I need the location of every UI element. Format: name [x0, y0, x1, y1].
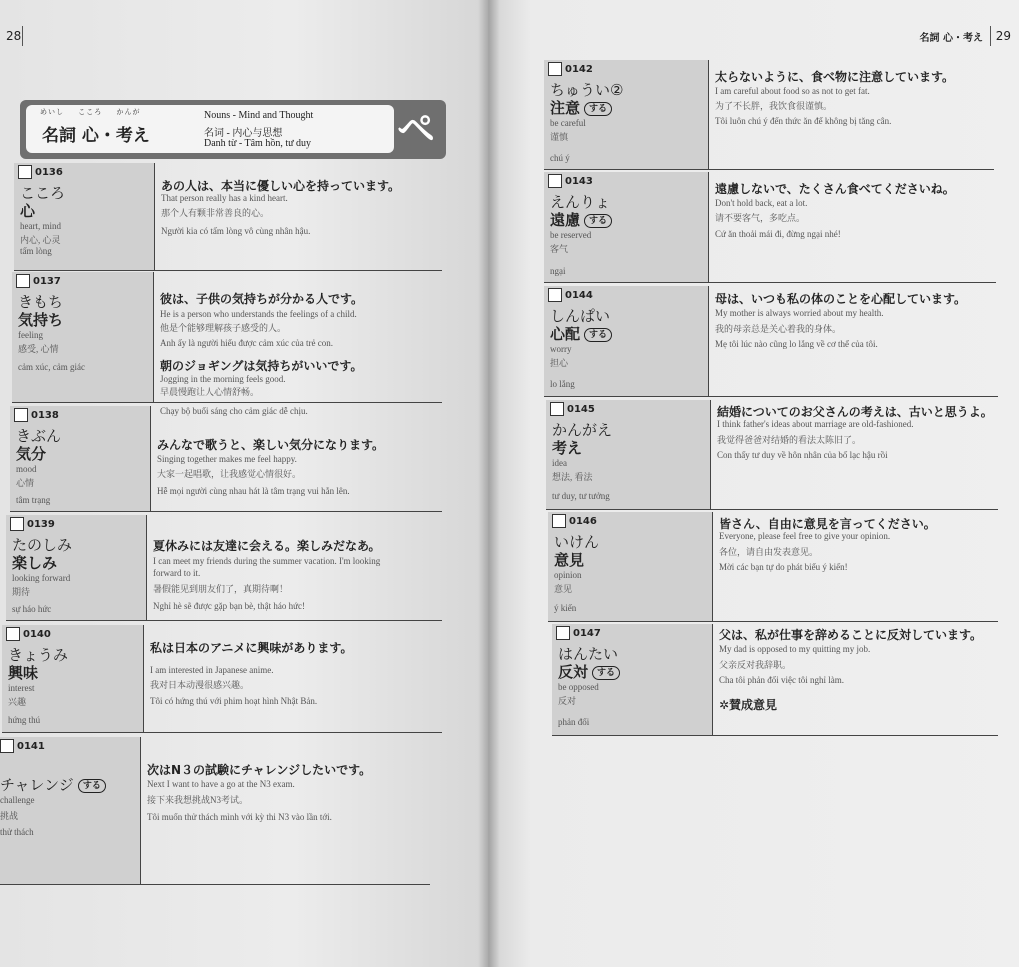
gloss-vi: sự háo hức — [12, 604, 52, 614]
gloss-zh: 意见 — [554, 584, 573, 594]
entry-number: 0140 — [23, 628, 51, 640]
example-en-continued: forward to it. — [153, 568, 201, 578]
gloss-vi: hứng thú — [8, 715, 41, 725]
example-zh: 我对日本动漫很感兴趣。 — [150, 680, 250, 690]
example-jp: 結婚についてのお父さんの考えは、古いと思うよ。 — [717, 405, 993, 419]
example-zh: 为了不长胖，我饮食很谨慎。 — [715, 101, 833, 111]
word-kanji: 意見 — [554, 551, 585, 569]
entry-number: 0137 — [33, 275, 61, 287]
gloss-en: opinion — [554, 570, 582, 580]
furigana: こころ — [78, 108, 103, 116]
example-en: He is a person who understands the feelings of a child. — [160, 309, 357, 319]
gloss-zh: 内心, 心灵 — [20, 235, 61, 245]
example-jp: 皆さん、自由に意見を言ってください。 — [719, 517, 936, 531]
study-checkbox[interactable] — [6, 627, 20, 641]
study-checkbox[interactable] — [548, 62, 562, 76]
page-number-left: 28 — [6, 29, 22, 43]
word-kanji: 興味 — [8, 664, 39, 682]
gloss-en: interest — [8, 683, 35, 693]
gloss-en: idea — [552, 458, 567, 468]
word-katakana: チャレンジ — [0, 776, 74, 794]
word-reading — [0, 774, 106, 795]
example-vi: Cứ ăn thoải mái đi, đừng ngại nhé! — [715, 229, 841, 239]
example-en: Everyone, please feel free to give your opinion. — [719, 531, 891, 541]
vocab-entry-0146 — [548, 512, 998, 622]
running-head: 名詞 心・考え — [919, 33, 983, 44]
word-reading: きょうみ — [8, 646, 69, 664]
vocab-entry-0138 — [10, 406, 442, 512]
study-checkbox[interactable] — [18, 165, 32, 179]
gloss-zh: 兴趣 — [8, 697, 27, 707]
example-en: I am interested in Japanese anime. — [150, 665, 274, 675]
entry-divider — [2, 732, 442, 733]
example-jp: あの人は、本当に優しい心を持っています。 — [161, 179, 401, 193]
entry-id — [6, 627, 51, 641]
study-checkbox[interactable] — [10, 517, 24, 531]
gloss-en: heart, mind — [20, 221, 61, 231]
entry-examples — [154, 272, 442, 416]
word-reading: たのしみ — [12, 536, 73, 554]
gloss-zh: 想法, 看法 — [552, 472, 593, 482]
word-reading: きぶん — [16, 427, 62, 445]
vocab-entry-0143 — [544, 172, 996, 283]
word-kanji — [550, 323, 612, 344]
word-reading: はんたい — [558, 645, 619, 663]
gloss-vi: lo lắng — [550, 379, 575, 389]
example-jp: 遠慮しないで、たくさん食べてくださいね。 — [715, 182, 955, 196]
word-reading: いけん — [554, 533, 600, 551]
word-kanji-text: 心配 — [550, 325, 581, 343]
suru-verb-badge: する — [584, 214, 612, 228]
gloss-vi: tâm trạng — [16, 495, 51, 505]
example-vi: Hễ mọi người cùng nhau hát là tâm trạng vui hẳn lên. — [157, 486, 350, 496]
example-vi: Chạy bộ buổi sáng cho cảm giác dễ chịu. — [160, 406, 308, 416]
word-reading: えんりょ — [550, 193, 611, 211]
entry-id — [548, 62, 593, 76]
word-kanji-text: 遠慮 — [550, 211, 581, 229]
example-jp: 私は日本のアニメに興味があります。 — [150, 641, 353, 655]
entry-examples — [155, 163, 442, 271]
left-page — [0, 0, 488, 967]
suru-verb-badge: する — [78, 779, 106, 793]
entry-examples — [141, 737, 430, 885]
gloss-vi: tấm lòng — [20, 246, 52, 256]
study-checkbox[interactable] — [548, 288, 562, 302]
section-title-en: Nouns - Mind and Thought — [204, 110, 314, 121]
word-kanji: 心 — [20, 202, 36, 220]
entry-id — [18, 165, 63, 179]
entry-divider — [546, 509, 998, 510]
gloss-vi: thử thách — [0, 827, 34, 837]
gloss-vi: tư duy, tư tưởng — [552, 491, 610, 501]
vocab-entry-0140 — [2, 625, 442, 733]
entry-number: 0147 — [573, 627, 601, 639]
example-vi: Con thấy tư duy về hôn nhân của bố lạc hậu rồi — [717, 450, 888, 460]
gloss-vi: phản đối — [558, 717, 590, 727]
section-title-vi: Danh từ - Tâm hồn, tư duy — [204, 138, 312, 149]
study-checkbox[interactable] — [552, 514, 566, 528]
example-en: I am careful about food so as not to get fat. — [715, 86, 870, 96]
entry-examples — [709, 286, 998, 397]
section-header — [20, 100, 446, 159]
study-checkbox[interactable] — [548, 174, 562, 188]
example-en: I can meet my friends during the summer vacation. I'm looking — [153, 556, 381, 566]
example-jp: 夏休みには友達に会える。楽しみだなあ。 — [153, 539, 381, 553]
example-jp: みんなで歌うと、楽しい気分になります。 — [157, 438, 385, 452]
word-reading: きもち — [18, 293, 64, 311]
study-checkbox[interactable] — [14, 408, 28, 422]
word-reading: ちゅうい② — [550, 81, 624, 99]
entry-number: 0146 — [569, 515, 597, 527]
entry-id — [556, 626, 601, 640]
entry-number: 0139 — [27, 518, 55, 530]
word-kanji-text: 反対 — [558, 663, 589, 681]
entry-examples — [709, 60, 994, 170]
example-vi: Tôi luôn chú ý đến thức ăn để không bị tăng cân. — [715, 116, 892, 126]
example-zh: 请不要客气，多吃点。 — [715, 213, 806, 223]
word-kanji: 気持ち — [18, 311, 64, 329]
example-zh: 那个人有颗非常善良的心。 — [161, 208, 270, 218]
example-jp: 太らないように、食べ物に注意しています。 — [715, 70, 955, 84]
section-title-furigana — [40, 107, 151, 117]
vocab-entry-0142 — [544, 60, 994, 170]
section-title-zh: 名词 - 内心与思想 — [204, 128, 283, 139]
entry-number: 0144 — [565, 289, 593, 301]
entry-examples — [713, 624, 998, 736]
vocab-entry-0141 — [0, 737, 430, 885]
word-kanji: 考え — [552, 439, 583, 457]
entry-examples — [151, 406, 442, 512]
vocab-entry-0139 — [6, 515, 442, 621]
word-kanji — [550, 97, 612, 118]
entry-examples — [709, 172, 996, 283]
entry-id — [552, 514, 597, 528]
furigana: かんが — [116, 108, 141, 116]
example-en: My dad is opposed to my quitting my job. — [719, 644, 871, 654]
example-en: Singing together makes me feel happy. — [157, 454, 297, 464]
example-jp: 彼は、子供の気持ちが分かる人です。 — [160, 292, 364, 306]
gloss-en: worry — [550, 344, 572, 354]
entry-examples — [713, 512, 998, 622]
word-kanji — [550, 209, 612, 230]
book-gutter-shadow — [478, 0, 500, 967]
entry-divider — [14, 270, 442, 271]
example-zh: 各位，请自由发表意见。 — [719, 547, 819, 557]
entry-number: 0143 — [565, 175, 593, 187]
entry-number: 0142 — [565, 63, 593, 75]
entry-number: 0141 — [17, 740, 45, 752]
suru-verb-badge: する — [592, 666, 620, 680]
entry-id — [548, 288, 593, 302]
gloss-en: challenge — [0, 795, 35, 805]
gloss-zh: 客气 — [550, 244, 569, 254]
word-reading: しんぱい — [550, 307, 611, 325]
example-en: Next I want to have a go at the N3 exam. — [147, 779, 295, 789]
word-reading: こころ — [20, 184, 66, 202]
gloss-zh: 挑战 — [0, 811, 19, 821]
example-vi: Anh ấy là người hiểu được cảm xúc của trẻ con. — [160, 338, 333, 348]
gloss-en: feeling — [18, 330, 43, 340]
page-number-right: 29 — [995, 29, 1011, 43]
study-checkbox[interactable] — [16, 274, 30, 288]
example-zh: 大家一起唱歌，让我感觉心情很好。 — [157, 469, 302, 479]
gloss-vi: chú ý — [550, 153, 570, 163]
entry-divider — [10, 511, 442, 512]
vocab-entry-0147 — [552, 624, 998, 736]
gloss-en: be opposed — [558, 682, 599, 692]
entry-divider — [544, 282, 996, 283]
entry-divider — [548, 621, 998, 622]
antonym-note: ✲賛成意見 — [719, 698, 778, 712]
entry-id — [16, 274, 61, 288]
example-jp: 母は、いつも私の体のことを心配しています。 — [715, 292, 967, 306]
example-vi: Tôi muốn thử thách mình với kỳ thi N3 vào lần tới. — [147, 812, 332, 822]
entry-word-panel — [0, 737, 140, 885]
example-en: My mother is always worried about my health. — [715, 308, 884, 318]
example-vi: Mẹ tôi lúc nào cũng lo lắng về cơ thể của tôi. — [715, 339, 878, 349]
furigana: めいし — [40, 108, 64, 116]
example-en: Jogging in the morning feels good. — [160, 374, 286, 384]
entry-divider — [6, 620, 442, 621]
entry-examples — [147, 515, 442, 621]
entry-id — [550, 402, 595, 416]
example-en: I think father's ideas about marriage are old-fashioned. — [717, 419, 914, 429]
entry-id — [14, 408, 59, 422]
example-jp: 父は、私が仕事を辞めることに反対しています。 — [719, 628, 983, 642]
example-zh: 接下来我想挑战N3考试。 — [147, 795, 249, 805]
example-zh: 他是个能够理解孩子感受的人。 — [160, 323, 287, 333]
section-icon: ペ — [396, 107, 435, 151]
gloss-en: be reserved — [550, 230, 592, 240]
vocab-entry-0136 — [14, 163, 442, 271]
gloss-zh: 担心 — [550, 358, 569, 368]
entry-divider — [544, 169, 994, 170]
example-jp: 次はN３の試験にチャレンジしたいです。 — [147, 763, 372, 777]
example-vi: Người kia có tấm lòng vô cùng nhân hậu. — [161, 226, 311, 236]
example-vi: Tôi có hứng thú với phim hoạt hình Nhật Bản. — [150, 696, 318, 706]
entry-divider — [544, 396, 998, 397]
study-checkbox[interactable] — [556, 626, 570, 640]
example-zh: 早晨慢跑让人心情舒畅。 — [160, 387, 260, 397]
entry-examples — [144, 625, 442, 733]
example-jp: 朝のジョギングは気持ちがいいです。 — [160, 359, 363, 373]
suru-verb-badge: する — [584, 102, 612, 116]
suru-verb-badge: する — [584, 328, 612, 342]
gloss-zh: 心情 — [16, 478, 35, 488]
entry-id — [0, 739, 45, 753]
entry-number: 0136 — [35, 166, 63, 178]
entry-number: 0145 — [567, 403, 595, 415]
gloss-zh: 谨慎 — [550, 132, 569, 142]
gloss-vi: cảm xúc, cảm giác — [18, 362, 85, 372]
example-zh: 父亲反对我辞职。 — [719, 660, 792, 670]
gloss-zh: 反对 — [558, 696, 577, 706]
word-kanji: 気分 — [16, 445, 47, 463]
entry-divider — [0, 884, 430, 885]
page-number-rule — [22, 26, 23, 46]
example-vi: Mời các bạn tự do phát biểu ý kiến! — [719, 562, 848, 572]
right-page — [488, 0, 1019, 967]
entry-divider — [12, 402, 442, 403]
example-en: Don't hold back, eat a lot. — [715, 198, 808, 208]
example-en: That person really has a kind heart. — [161, 193, 288, 203]
gloss-zh: 感受, 心情 — [18, 344, 59, 354]
entry-number: 0138 — [31, 409, 59, 421]
word-kanji: 楽しみ — [12, 554, 58, 572]
word-kanji — [558, 661, 620, 682]
entry-id — [10, 517, 55, 531]
gloss-en: mood — [16, 464, 37, 474]
example-vi: Cha tôi phản đối việc tôi nghỉ làm. — [719, 675, 844, 685]
entry-id — [548, 174, 593, 188]
gloss-vi: ngại — [550, 266, 566, 276]
example-vi: Nghỉ hè sẽ được gặp bạn bè, thật háo hức! — [153, 601, 305, 611]
page-number-rule — [990, 26, 991, 46]
example-zh: 我觉得爸爸对结婚的看法太陈旧了。 — [717, 435, 862, 445]
gloss-en: looking forward — [12, 573, 71, 583]
study-checkbox[interactable] — [0, 739, 14, 753]
section-header-panel — [26, 105, 394, 153]
study-checkbox[interactable] — [550, 402, 564, 416]
gloss-en: be careful — [550, 118, 586, 128]
gloss-vi: ý kiến — [554, 603, 577, 613]
example-zh: 暑假能见到朋友们了，真期待啊！ — [153, 584, 289, 594]
example-zh: 我的母亲总是关心着我的身体。 — [715, 324, 842, 334]
vocab-entry-0145 — [546, 400, 998, 510]
gloss-zh: 期待 — [12, 587, 31, 597]
word-kanji-text: 注意 — [550, 99, 581, 117]
word-reading: かんがえ — [552, 421, 613, 439]
entry-divider — [552, 735, 998, 736]
entry-examples — [711, 400, 998, 510]
vocab-entry-0144 — [544, 286, 998, 397]
section-title-jp: 名詞 心・考え — [42, 126, 150, 146]
